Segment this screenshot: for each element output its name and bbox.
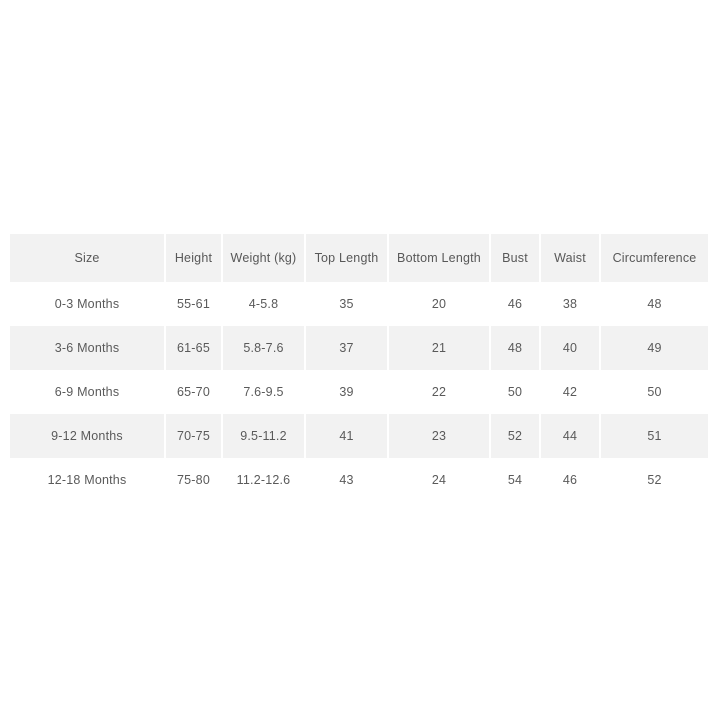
- column-header-waist: Waist: [540, 234, 600, 282]
- cell-top-length: 37: [305, 326, 388, 370]
- cell-circumference: 50: [600, 370, 708, 414]
- column-header-height: Height: [165, 234, 222, 282]
- cell-bottom-length: 22: [388, 370, 490, 414]
- cell-height: 65-70: [165, 370, 222, 414]
- cell-waist: 40: [540, 326, 600, 370]
- cell-height: 75-80: [165, 458, 222, 502]
- cell-weight: 5.8-7.6: [222, 326, 305, 370]
- table-header: [10, 234, 708, 282]
- cell-bottom-length: 20: [388, 282, 490, 326]
- cell-waist: 44: [540, 414, 600, 458]
- size-chart-container: [10, 234, 708, 502]
- cell-weight: 4-5.8: [222, 282, 305, 326]
- cell-circumference: 49: [600, 326, 708, 370]
- cell-circumference: 52: [600, 458, 708, 502]
- cell-bottom-length: 21: [388, 326, 490, 370]
- table-row: [10, 370, 708, 414]
- table-row: [10, 458, 708, 502]
- cell-bottom-length: 23: [388, 414, 490, 458]
- cell-bust: 46: [490, 282, 540, 326]
- size-chart-table: [10, 234, 708, 502]
- cell-size: 12-18 Months: [10, 458, 165, 502]
- column-header-top-length: Top Length: [305, 234, 388, 282]
- cell-top-length: 41: [305, 414, 388, 458]
- column-header-weight: Weight (kg): [222, 234, 305, 282]
- cell-weight: 9.5-11.2: [222, 414, 305, 458]
- table-body: [10, 282, 708, 502]
- cell-top-length: 35: [305, 282, 388, 326]
- cell-bottom-length: 24: [388, 458, 490, 502]
- column-header-bust: Bust: [490, 234, 540, 282]
- table-row: [10, 282, 708, 326]
- cell-circumference: 51: [600, 414, 708, 458]
- cell-size: 3-6 Months: [10, 326, 165, 370]
- cell-waist: 38: [540, 282, 600, 326]
- table-row: [10, 414, 708, 458]
- cell-bust: 48: [490, 326, 540, 370]
- cell-bust: 50: [490, 370, 540, 414]
- cell-circumference: 48: [600, 282, 708, 326]
- column-header-circumference: Circumference: [600, 234, 708, 282]
- cell-size: 9-12 Months: [10, 414, 165, 458]
- cell-height: 70-75: [165, 414, 222, 458]
- cell-weight: 11.2-12.6: [222, 458, 305, 502]
- cell-size: 0-3 Months: [10, 282, 165, 326]
- cell-waist: 46: [540, 458, 600, 502]
- cell-size: 6-9 Months: [10, 370, 165, 414]
- table-row: [10, 326, 708, 370]
- column-header-bottom-length: Bottom Length: [388, 234, 490, 282]
- cell-height: 61-65: [165, 326, 222, 370]
- cell-top-length: 39: [305, 370, 388, 414]
- cell-waist: 42: [540, 370, 600, 414]
- cell-bust: 52: [490, 414, 540, 458]
- cell-bust: 54: [490, 458, 540, 502]
- cell-top-length: 43: [305, 458, 388, 502]
- header-row: [10, 234, 708, 282]
- cell-weight: 7.6-9.5: [222, 370, 305, 414]
- column-header-size: Size: [10, 234, 165, 282]
- cell-height: 55-61: [165, 282, 222, 326]
